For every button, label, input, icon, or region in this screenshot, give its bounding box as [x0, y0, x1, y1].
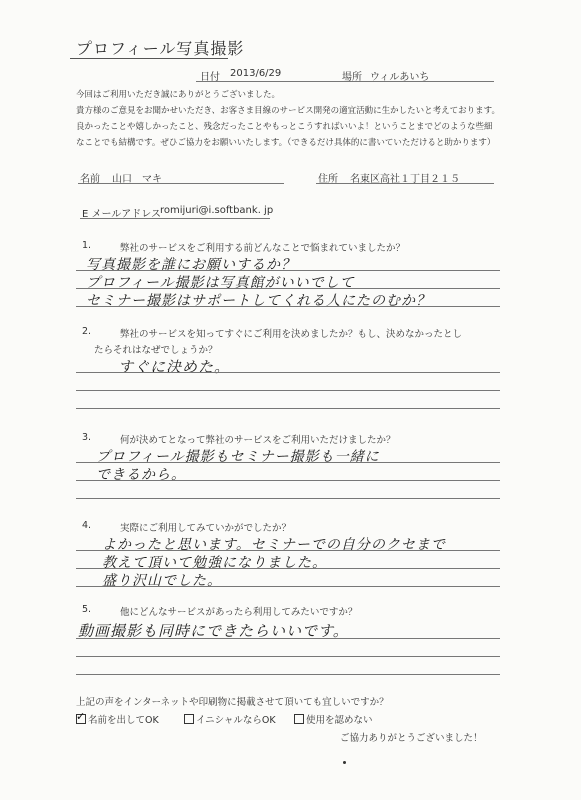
date-value: 2013/6/29: [230, 68, 282, 79]
answer-1-line-3: セミナー撮影はサポートしてくれる人にたのむか？: [86, 293, 431, 309]
intro-line-4: なことでも結構です。ぜひご協力をお願いいたします。（できるだけ具体的に書いていただけると助かります）: [76, 138, 496, 148]
checkbox-unchecked[interactable]: [294, 714, 304, 724]
name-underline: [78, 183, 284, 184]
place-value: ウィルあいち: [370, 72, 430, 83]
question-1-text: 弊社のサービスをご利用する前どんなことで悩まれていましたか？: [120, 243, 406, 254]
answer-3-line-1: プロフィール撮影もセミナー撮影も一緒に: [96, 449, 380, 465]
answer-3-line-2: できるから。: [96, 467, 186, 483]
answer-1-line-1: 写真撮影を誰にお願いするか？: [86, 257, 296, 273]
place-label: 場所: [342, 72, 362, 83]
answer-2-line-1: すぐに決めた。: [118, 358, 231, 376]
question-2-text-line-1: 弊社のサービスを知ってすぐにご利用を決めましたか？もし、決めなかったとし: [120, 329, 463, 340]
question-1-number: 1.: [82, 240, 92, 251]
date-label: 日付: [200, 72, 220, 83]
answer-line: [76, 674, 500, 675]
closing-message: ご協力ありがとうございました！: [340, 733, 483, 744]
answer-line: [76, 498, 500, 499]
intro-line-2: 貴方様のご意見をお聞かせいただき、お客さま目線のサービス開発の適宜活動に生かしたいと考えております。: [76, 106, 500, 116]
checkbox-checked[interactable]: [76, 714, 86, 724]
intro-line-3: 良かったことや嬉しかったこと、残念だったことやもっとこうすればいいよ！ということまでどのような些細: [76, 122, 493, 132]
title-underline: [70, 58, 228, 59]
answer-line: [76, 270, 500, 271]
answer-4-line-2: 教えて頂いて勉強になりました。: [102, 555, 327, 571]
form-title: プロフィール写真撮影: [76, 39, 245, 58]
intro-line-1: 今回はご利用いただき誠にありがとうございました。: [76, 90, 281, 100]
consent-option-label: イニシャルならOK: [196, 715, 276, 726]
checkbox-unchecked[interactable]: [184, 714, 194, 724]
answer-line: [76, 408, 500, 409]
answer-5-line-1: 動画撮影も同時にできたらいいです。: [78, 622, 349, 640]
answer-line: [76, 390, 500, 391]
question-4-text: 実際にご利用してみていかがでしたか？: [120, 523, 292, 534]
consent-option-label: 使用を認めない: [306, 715, 373, 726]
answer-4-line-3: 盛り沢山でした。: [102, 573, 222, 589]
consent-option-not-allowed[interactable]: [294, 712, 373, 726]
address-label: 住所: [318, 174, 338, 185]
question-3-number: 3.: [82, 432, 92, 443]
answer-1-line-2: プロフィール撮影は写真館がいいでして: [86, 275, 355, 291]
answer-line: [76, 372, 500, 373]
answer-line: [76, 586, 500, 587]
ink-dot: [343, 761, 346, 764]
answer-4-line-1: よかったと思います。セミナーでの自分のクセまで: [102, 537, 446, 553]
name-label: 名前: [80, 174, 100, 185]
answer-line: [76, 306, 500, 307]
question-5-text: 他にどんなサービスがあったら利用してみたいですか？: [120, 607, 358, 618]
consent-option-label: 名前を出してOK: [88, 715, 159, 726]
question-5-number: 5.: [82, 604, 92, 615]
question-2-number: 2.: [82, 326, 92, 337]
date-place-underline: [196, 81, 494, 82]
consent-option-name-ok[interactable]: [76, 712, 159, 726]
email-label: E メールアドレス: [82, 209, 161, 220]
answer-line: [76, 656, 500, 657]
question-2-text-line-2: たらそれはなぜでしょうか？: [94, 345, 218, 356]
question-4-number: 4.: [82, 520, 92, 531]
answer-line: [76, 480, 500, 481]
answer-line: [76, 550, 500, 551]
answer-line: [76, 462, 500, 463]
question-3-text: 何が決めてとなって弊社のサービスをご利用いただけましたか？: [120, 435, 396, 446]
answer-line: [76, 638, 500, 639]
consent-option-initial-ok[interactable]: [184, 712, 276, 726]
consent-question: 上記の声をインターネットや印刷物に掲載させて頂いても宜しいですか？: [76, 697, 389, 708]
answer-line: [76, 288, 500, 289]
address-underline: [316, 183, 494, 184]
answer-line: [76, 568, 500, 569]
email-underline: [80, 218, 270, 219]
address-value: 名東区高社１丁目２１５: [350, 174, 460, 185]
email-value: romijuri@i.softbank. jp: [160, 205, 274, 216]
name-value: 山口 マキ: [112, 174, 162, 185]
